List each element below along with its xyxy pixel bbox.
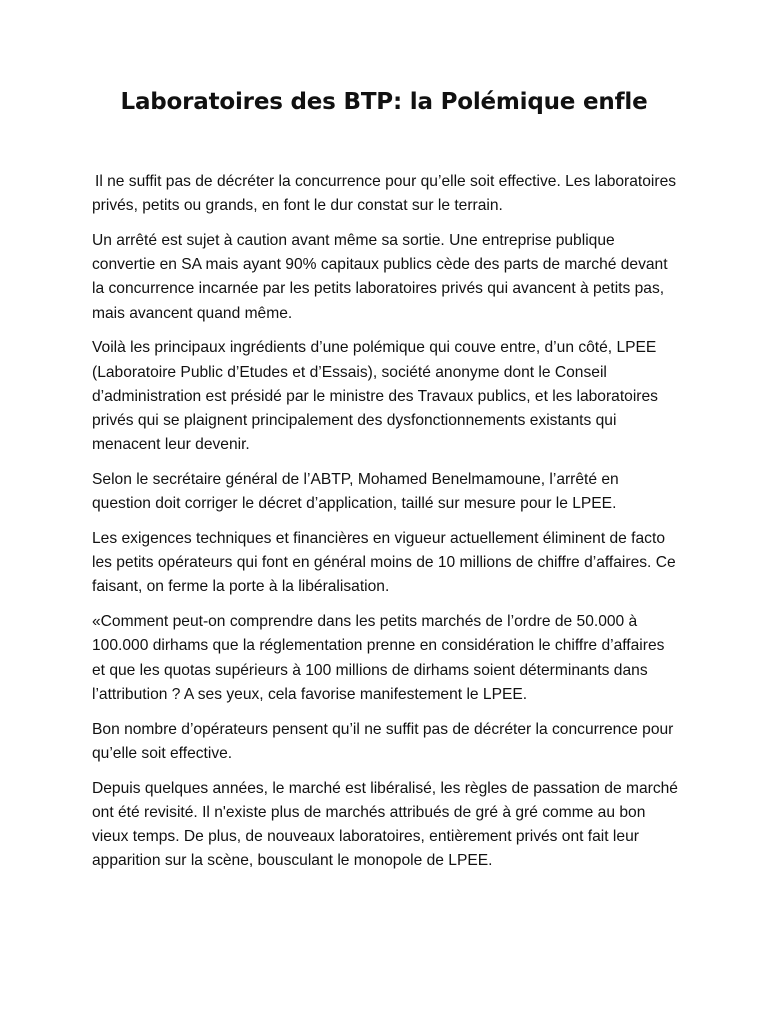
paragraph-4: Selon le secrétaire général de l’ABTP, Mohamed Benelmamoune, l’arrêté en question doit corriger le décret d’application, taillé sur mesure pour le LPEE. — [92, 471, 619, 513]
paragraph-7: Bon nombre d’opérateurs pensent qu’il ne suffit pas de décréter la concurrence pour qu’elle soit effective. — [92, 720, 674, 762]
paragraph-5: Les exigences techniques et financières en vigueur actuellement éliminent de facto les petits opérateurs qui font en général moins de 10 millions de chiffre d’affaires. Ce faisant, on ferme la porte à la libéralisation. — [92, 530, 676, 596]
paragraph-8: Depuis quelques années, le marché est libéralisé, les règles de passation de marché ont été revisité. Il n'existe plus de marchés attribués de gré à gré comme au bon vieux temps. De plus, de nouveaux laboratoires, entièrement privés ont fait leur apparition sur la scène, bousculant le monopole de LPEE. — [92, 779, 678, 870]
paragraph-3: Voilà les principaux ingrédients d’une polémique qui couve entre, d’un côté, LPEE (Laboratoire Public d’Etudes et d’Essais), société anonyme dont le Conseil d’administration est présidé par le ministre des Travaux publics, et les laboratoires privés qui se plaignent principalement des dysfonctionnements existants qui menacent leur devenir. — [92, 339, 658, 454]
paragraph-1: Il ne suffit pas de décréter la concurrence pour qu’elle soit effective. Les laboratoires privés, petits ou grands, en font le dur constat sur le terrain. — [92, 173, 677, 215]
document-title: Laboratoires des BTP: la Polémique enfle — [120, 89, 648, 115]
paragraph-6: «Comment peut-on comprendre dans les petits marchés de l’ordre de 50.000 à 100.000 dirhams que la réglementation prenne en considération le chiffre d’affaires et que les quotas supérieurs à 100 millions de dirhams soient déterminants dans l’attribution ? A ses yeux, cela favorise manifestement le LPEE. — [92, 613, 665, 703]
paragraph-2: Un arrêté est sujet à caution avant même sa sortie. Une entreprise publique convertie en SA mais ayant 90% capitaux publics cède des parts de marché devant la concurrence incarnée par les petits laboratoires privés qui avancent à petits pas, mais avancent quand même. — [92, 232, 668, 322]
document-body — [92, 170, 680, 884]
